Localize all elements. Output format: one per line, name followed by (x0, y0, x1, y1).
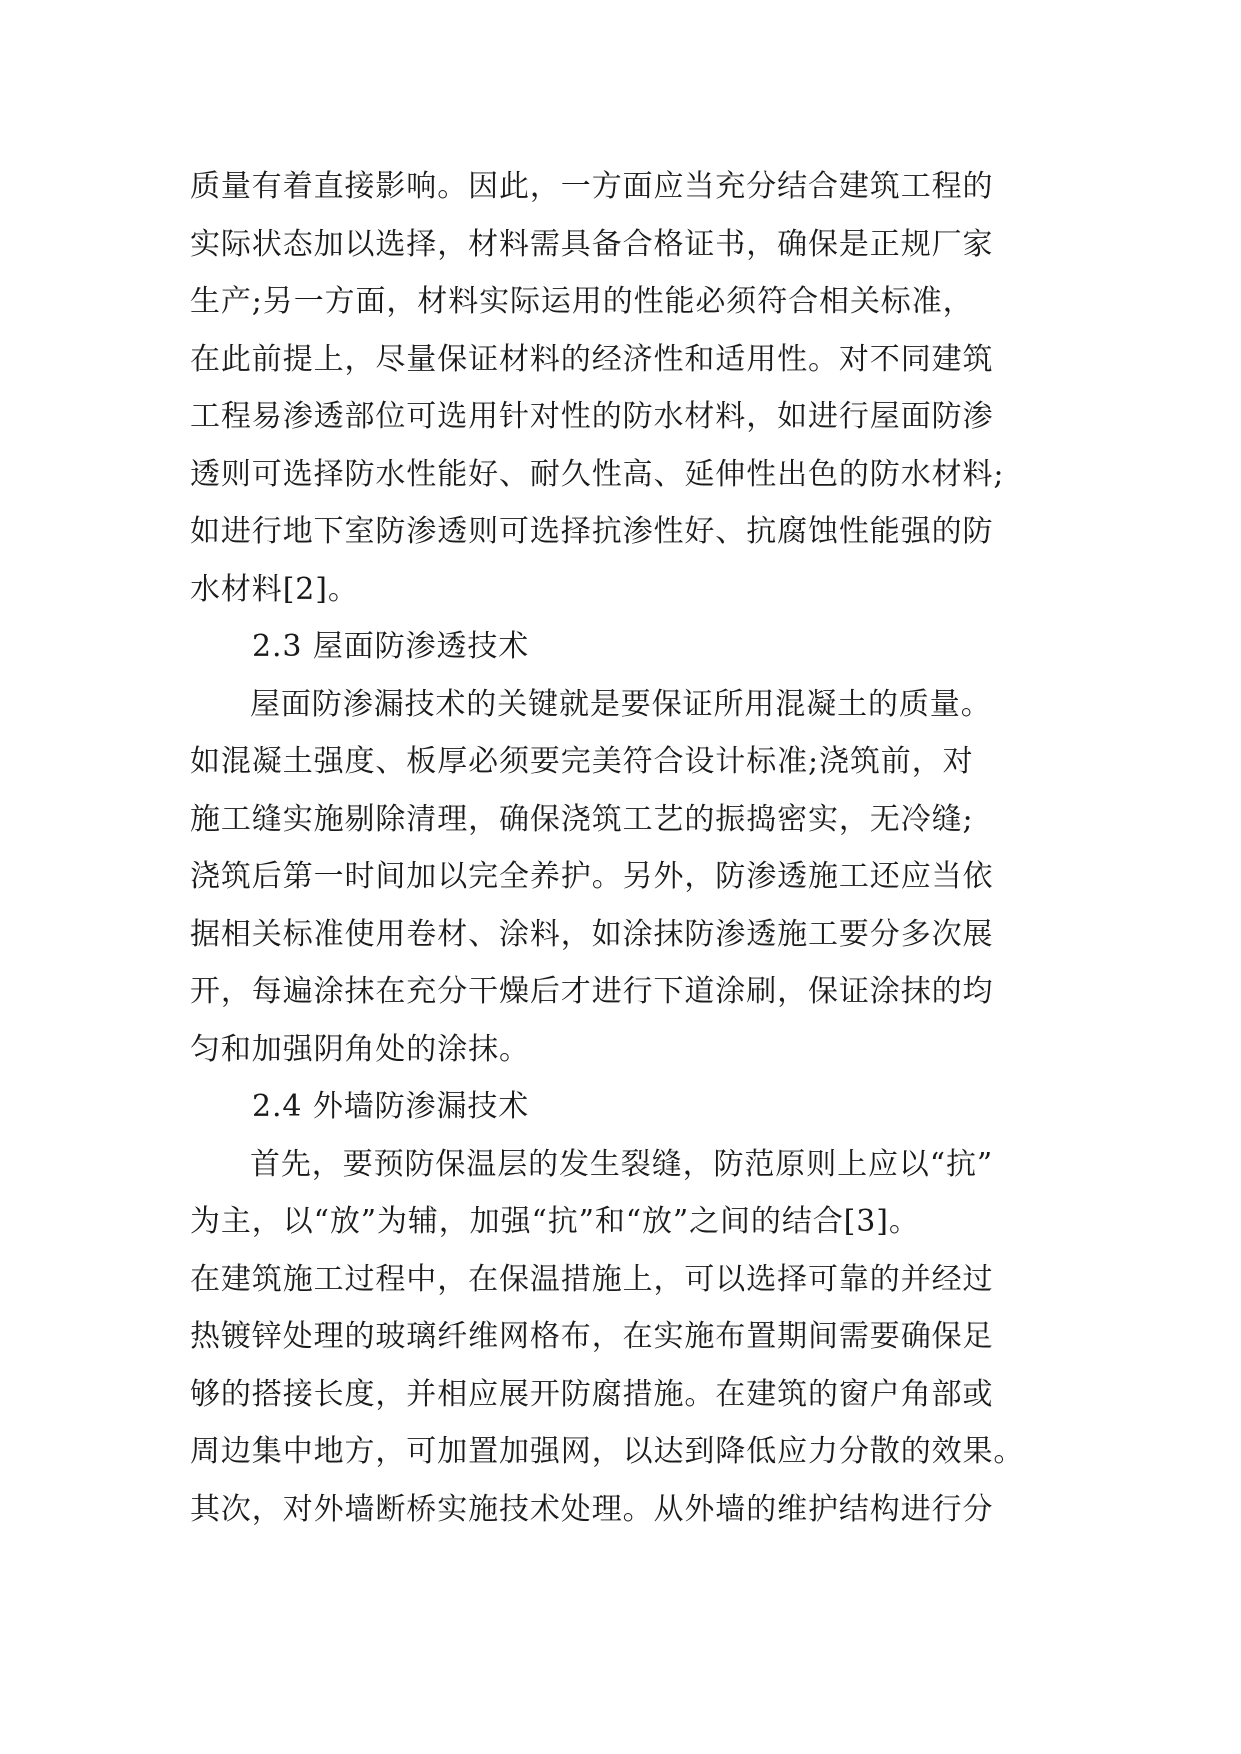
text-line: 如混凝土强度、板厚必须要完美符合设计标准;浇筑前，对 (190, 744, 974, 779)
body-text (190, 158, 1070, 1538)
text-line: 透则可选择防水性能好、耐久性高、延伸性出色的防水材料; (190, 456, 1005, 492)
text-line: 工程易渗透部位可选用针对性的防水材料，如进行屋面防渗 (190, 399, 994, 434)
text-line: 在建筑施工过程中，在保温措施上，可以选择可靠的并经过 (190, 1261, 994, 1297)
text-line: 开，每遍涂抹在充分干燥后才进行下道涂刷，保证涂抹的均 (190, 974, 994, 1009)
text-line: 生产;另一方面，材料实际运用的性能必须符合相关标准， (190, 284, 974, 319)
text-line: 在此前提上，尽量保证材料的经济性和适用性。对不同建筑 (190, 341, 994, 377)
text-line: 水材料[2]。 (190, 571, 359, 607)
text-line: 热镀锌处理的玻璃纤维网格布，在实施布置期间需要确保足 (190, 1319, 994, 1354)
paragraph-first-line: 屋面防渗漏技术的关键就是要保证所用混凝土的质量。 (250, 686, 992, 722)
text-line: 浇筑后第一时间加以完全养护。另外，防渗透施工还应当依 (190, 859, 994, 894)
text-line: 质量有着直接影响。因此，一方面应当充分结合建筑工程的 (190, 169, 994, 204)
text-line: 施工缝实施剔除清理，确保浇筑工艺的振捣密实，无冷缝; (190, 801, 974, 837)
text-line: 其次，对外墙断桥实施技术处理。从外墙的维护结构进行分 (190, 1491, 994, 1527)
text-line: 匀和加强阴角处的涂抹。 (190, 1031, 530, 1067)
section-heading: 2.3 屋面防渗透技术 (252, 629, 530, 664)
text-line: 如进行地下室防渗透则可选择抗渗性好、抗腐蚀性能强的防 (190, 514, 994, 549)
text-line: 周边集中地方，可加置加强网，以达到降低应力分散的效果。 (190, 1434, 1025, 1469)
section-heading: 2.4 外墙防渗漏技术 (252, 1089, 530, 1124)
text-line: 据相关标准使用卷材、涂料，如涂抹防渗透施工要分多次展 (190, 916, 994, 952)
paragraph-first-line: 首先，要预防保温层的发生裂缝，防范原则上应以“抗” (250, 1146, 994, 1182)
text-line: 实际状态加以选择，材料需具备合格证书，确保是正规厂家 (190, 226, 994, 262)
text-line: 为主，以“放”为辅，加强“抗”和“放”之间的结合[3]。 (190, 1204, 920, 1239)
text-line: 够的搭接长度，并相应展开防腐措施。在建筑的窗户角部或 (190, 1376, 994, 1412)
